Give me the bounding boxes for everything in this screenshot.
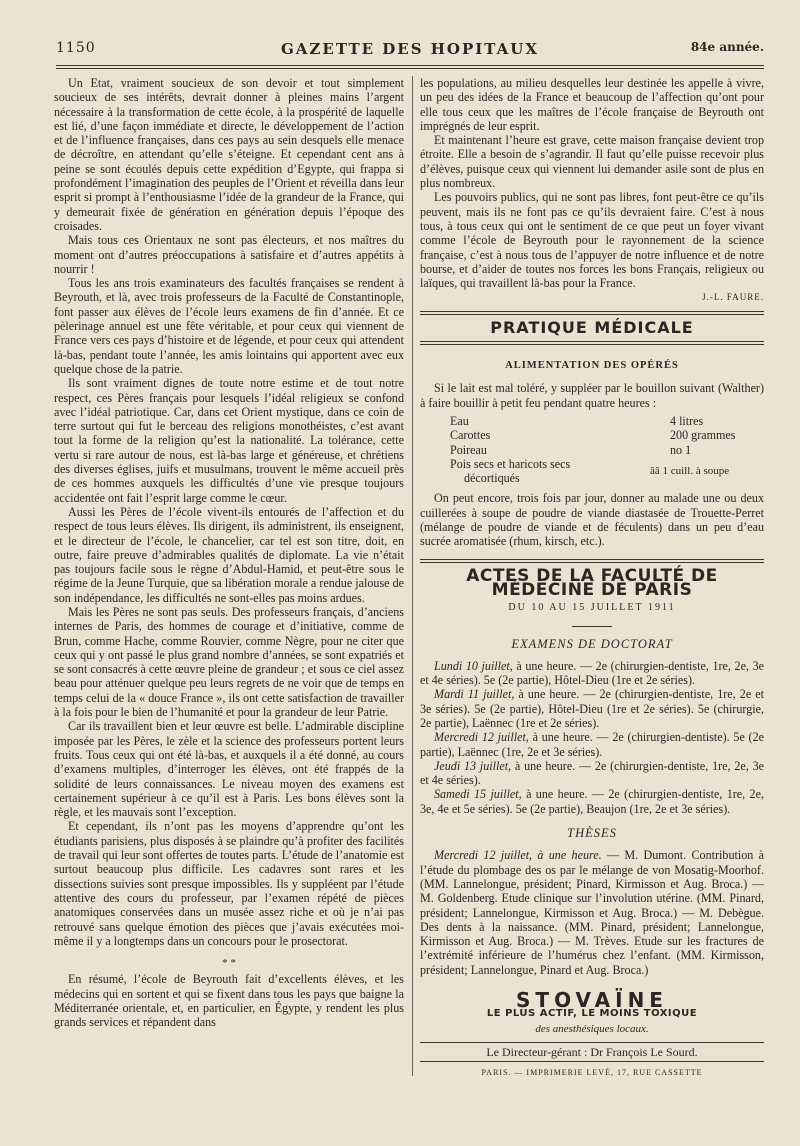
- paragraph: Ils sont vraiment dignes de toute notre estime et de tout notre respect, ces Pères français pour lesquels l’idéal religieux se confond avec l’idéal patriotique. Car, dans cet Orient mystique, dans ce coin de terre surtout qui fut le berceau des religions monothéistes, c’est avant tout la forme de la religion qu’est la nationalité. La tolérance, cette vertu si rare autour de nous, est là-bas large et généreuse, et chrétiens des diverses églises, juifs et musulmans, trouvent le même accueil près de ces hommes auxquels les difficultés d’une vie presque toujours accidentée ont fait l’esprit large comme le cœur.: [54, 376, 404, 505]
- advertisement: [420, 988, 764, 1036]
- paragraph: Aussi les Pères de l’école vivent-ils entourés de l’affection et du respect de tous leurs élèves. Ils dirigent, ils administrent, ils enseignent, et le directeur de l’école, le chancelier, car tel est son titre, doit, en outre, faire preuve d’admirables qualités de diplomate. La vie n’était pas toujours facile sous le règne d’Abdul-Hamid, et peut-être sous le régime de la Jeune Turquie, que sa libération morale a rendue jalouse de son indépendance, les difficultés ne sont-elles pas moins ardues.: [54, 504, 404, 605]
- short-rule: [572, 626, 612, 627]
- brace-ingredients: [450, 457, 650, 486]
- exam-text: à une heure. — 2e (chirurgien-dentiste, 1re, 2e et 3e séries). 5e (2e partie), Hôtel-Dieu (1re et 2e séries). 5e (chirurgie, 2e partie), Laënnec (1re et 2e séries).: [420, 687, 764, 730]
- advert-name: STOVAÏNE: [516, 988, 668, 1013]
- recipe-item: [450, 428, 764, 442]
- page-number: 1150: [56, 40, 96, 56]
- ingredient-name: Carottes: [450, 428, 491, 443]
- header-rule-2: [56, 68, 764, 69]
- exam-date: Mardi 11 juillet,: [434, 687, 515, 702]
- ingredient-name: Pois secs et haricots secs: [450, 456, 571, 471]
- exam-entry: [420, 787, 764, 816]
- paragraph: Tous les ans trois examinateurs des facultés françaises se rendent à Beyrouth, et là, avec trois professeurs de la Faculté de Constantinople, font passer aux élèves de l’école leurs examens de fin d’année. Et ce pèlerinage annuel est une fête véritable, et pour ceux qui viennent de France vers ces pays d’histoire et de légende, et pour ceux qui attendent là-bas, pendant toute l’année, les amis lointains qui apportent avec eux quelque chose de la patrie.: [54, 276, 404, 376]
- section-title-pratique: PRATIQUE MÉDICALE: [490, 317, 694, 337]
- section-divider: [420, 341, 764, 345]
- exam-text: à une heure. — 2e (chirurgien-dentiste, 1re, 2e, 3e et 4e séries).: [420, 758, 764, 788]
- ingredient-name: décortiqués: [464, 471, 520, 486]
- recipe-intro: Si le lait est mal toléré, y suppléer par le bouillon suivant (Walther) à faire bouillir à petit feu pendant quatre heures :: [420, 381, 764, 410]
- paragraph: Un Etat, vraiment soucieux de son devoir et tout simplement soucieux de ses intérêts, devrait donner à pleines mains l’argent nécessaire à la transformation de cette école, à la prospérité de laquelle est lié, d’une façon immédiate et directe, le développement de l’action et de l’influence françaises, dans ces pays au sein desquels elle menace de décroître, en attendant qu’elle s’éteigne. Et cependant cent ans à peine se sont écoulés depuis cette expédition d’Egypte, qui frappa si profondément l’imagination des peuples de l’Orient et réveilla dans leur esprit si prompt à l’enthousiasme l’idée de la grandeur de la France, qui y demeurait fixée de génération en génération depuis l’époque des croisades.: [54, 76, 404, 233]
- exam-entry: [420, 687, 764, 730]
- exam-entry: [420, 730, 764, 759]
- actes-dates: DU 10 AU 15 JUILLET 1911: [508, 602, 676, 614]
- page-header: [56, 40, 764, 62]
- paragraph: Car ils travaillent bien et leur œuvre est belle. L’admirable discipline imposée par les Pères, le zèle et la science des professeurs portent leurs fruits. Tous ceux qui ont été là-bas, et auxquels il a été donné, au cours d’examens multiples, d’interroger les élèves, ont été frappés de la solidité de leurs connaissances. Le niveau moyen des examens est certainement supérieur à ce qu’il est à Paris. Les bons élèves sont la règle, et les mauvais sont l’exception.: [54, 719, 404, 820]
- paragraph: les populations, au milieu desquelles leur destinée les appelle à vivre, un peu des idées de la France et beaucoup de l’affection qu’ont pour elle tous ceux que les maîtres de l’école française de Beyrouth ont imprégnés de leur esprit.: [420, 76, 764, 133]
- ingredient-qty: 4 litres: [670, 413, 704, 428]
- ingredient-qty: 200 grammes: [670, 428, 736, 443]
- exam-text: à une heure. — 2e (chirurgien-dentiste). 5e (2e partie), Laënnec (1re, 2e et 3e séries).: [420, 730, 764, 759]
- paragraph: Mais tous ces Orientaux ne sont pas électeurs, et nos maîtres du moment ont d’autres préoccupations à satisfaire et d’autres appétits à nourrir !: [54, 233, 404, 276]
- header-rule: [56, 65, 764, 66]
- advert-tagline-2: des anesthésiques locaux.: [535, 1022, 649, 1035]
- paragraph: En résumé, l’école de Beyrouth fait d’excellents élèves, et les médecins qui en sortent et qui se fixent dans tous les pays que baigne la Méditerranée orientale, et, en particulier, en Égypte, y rendent les plus grands services et répandent dans: [54, 972, 404, 1030]
- ingredient-qty: no 1: [670, 442, 692, 457]
- right-column: [420, 76, 764, 1081]
- exam-date: Mercredi 12 juillet,: [434, 730, 529, 745]
- printer-line: PARIS. — IMPRIMERIE LEVÉ, 17, RUE CASSETTE: [481, 1068, 703, 1078]
- section-title-actes: ACTES DE LA FACULTÉ DE MÉDECINE DE PARIS: [466, 565, 718, 600]
- paragraph: Et maintenant l’heure est grave, cette maison française devient trop étroite. Elle a besoin de s’agrandir. Il faut qu’elle puisse recevoir plus d’élèves, puisque ceux qui viennent lui demander asile sont de plus en plus nombreux.: [420, 133, 764, 191]
- recipe-item: [450, 414, 764, 428]
- exam-date: Samedi 15 juillet,: [434, 787, 522, 802]
- recipe-list: [450, 414, 764, 485]
- exam-entry: [420, 659, 764, 688]
- recipe-outro: On peut encore, trois fois par jour, donner au malade une ou deux cuillerées à soupe de poudre de viande diastasée de Trouette-Perret (mélange de poudre de viande et de féculents) dans un peu d’eau sucrée aromatisée (rhum, kirsch, etc.).: [420, 491, 764, 549]
- exam-entry: [420, 759, 764, 788]
- advert-tagline: LE PLUS ACTIF, LE MOINS TOXIQUE: [486, 1008, 698, 1020]
- recipe-brace-group: [450, 457, 764, 486]
- examens-title: EXAMENS DE DOCTORAT: [511, 636, 673, 651]
- left-column: [54, 76, 404, 1030]
- ingredient-name: Eau: [450, 413, 469, 428]
- article-signature: J.-L. FAURE.: [702, 292, 764, 303]
- ingredient-name: Poireau: [450, 442, 487, 457]
- section-divider: [420, 311, 764, 315]
- recipe-item: [450, 443, 764, 457]
- theses-entry: [420, 848, 764, 977]
- section-divider: [420, 559, 764, 563]
- exam-date: Jeudi 13 juillet,: [434, 758, 512, 773]
- section-subtitle: ALIMENTATION DES OPÉRÉS: [505, 360, 679, 372]
- paragraph: Les pouvoirs publics, qui ne sont pas libres, font peut-être ce qu’ils peuvent, mais ils ne font pas ce qu’ils devraient faire. C’est à nous tous, à tous ceux qui ont le sentiment de ce que peut un foyer vivant comme l’école de Beyrouth pour le rayonnement de la science française, c’est à nous tous de l’appuyer de notre influence et de notre bourse, et d’aider de toutes nos forces les bons Français, religieux ou laïques, qui travaillent là-bas pour la France.: [420, 190, 764, 291]
- theses-text: — M. Dumont. Contribution à l’étude du plombage des os par le mélange de von Mosatig-Moorhof. (MM. Lannelongue, président; Pinard, Kirmisson et Aug. Broca.) — M. Goldenberg. Etude clinique sur l’involution utérine. (MM. Pinard, président; Lannelongue, Kirmisson et Aug. Broca.) — M. Debègue. Des dents à la naissance. (MM. Pinard, président; Lannelongue, Kirmisson et Aug. Broca.) — M. Trèves. Etude sur les fractures de l’extrémité inférieure de l’humérus chez l’enfant. (MM. Kirmisson, président; Lannelongue, Pinard et Aug. Broca.): [420, 848, 764, 977]
- paragraph: Et cependant, ils n’ont pas les moyens d’apprendre qu’ont les étudiants parisiens, plus disposés à se plaindre qu’à profiter des facilités de travail qui leur sont offertes de toutes parts. L’étude de l’anatomie est surtout beaucoup plus difficile. Les cadavres sont rares et les dissections suivies sont presque impossibles. Ils y suppléent par l’étude attentive des cours du professeur, par l’examen répété de pièces anatomiques conservées dans un musée assez riche et où je n’ai pas retrouvé sans quelque émotion des pièces que j’avais exécutées moi-même il y a longtemps dans un concours pour le prosectorat.: [54, 819, 404, 948]
- director-line: Le Directeur-gérant : Dr François Le Sourd.: [420, 1042, 764, 1062]
- exam-text: à une heure. — 2e (chirurgien-dentiste, 1re, 2e, 3e et 4e séries). 5e (2e partie), Hôtel-Dieu (1re et 2e séries).: [420, 658, 765, 688]
- exam-text: à une heure. — 2e (chirurgien-dentiste, 1re, 2e, 3e, 4e et 5e séries). 5e (2e partie), Beaujon (1re, 2e et 3e séries).: [420, 787, 764, 816]
- theses-title: THÈSES: [567, 826, 617, 841]
- section-stars: * *: [222, 957, 236, 970]
- exam-date: Lundi 10 juillet,: [434, 658, 513, 673]
- journal-title: GAZETTE DES HOPITAUX: [280, 40, 539, 58]
- paragraph: Mais les Pères ne sont pas seuls. Des professeurs français, d’anciens internes de Paris, des hommes de courage et d’initiative, comme de Brun, comme Hache, comme Rouvier, comme Nègre, pour ne citer que ceux qui y ont passé le plus grand nombre d’années, se sont expatriés et se sont consacrés à cette œuvre pleine de grandeur ; et sous ce ciel assez beau pour atténuer quelque peu leurs regrets de ne voir que de temps en temps celui de la « douce France », ils ont cette satisfaction de travailler à la fois pour le bien de l’humanité et pour la grandeur de leur Patrie.: [54, 604, 404, 720]
- journal-year: 84e année.: [690, 40, 764, 54]
- theses-date: Mercredi 12 juillet, à une heure.: [434, 848, 602, 863]
- column-separator: [412, 76, 413, 1076]
- ingredient-qty: ââ 1 cuill. à soupe: [650, 464, 730, 477]
